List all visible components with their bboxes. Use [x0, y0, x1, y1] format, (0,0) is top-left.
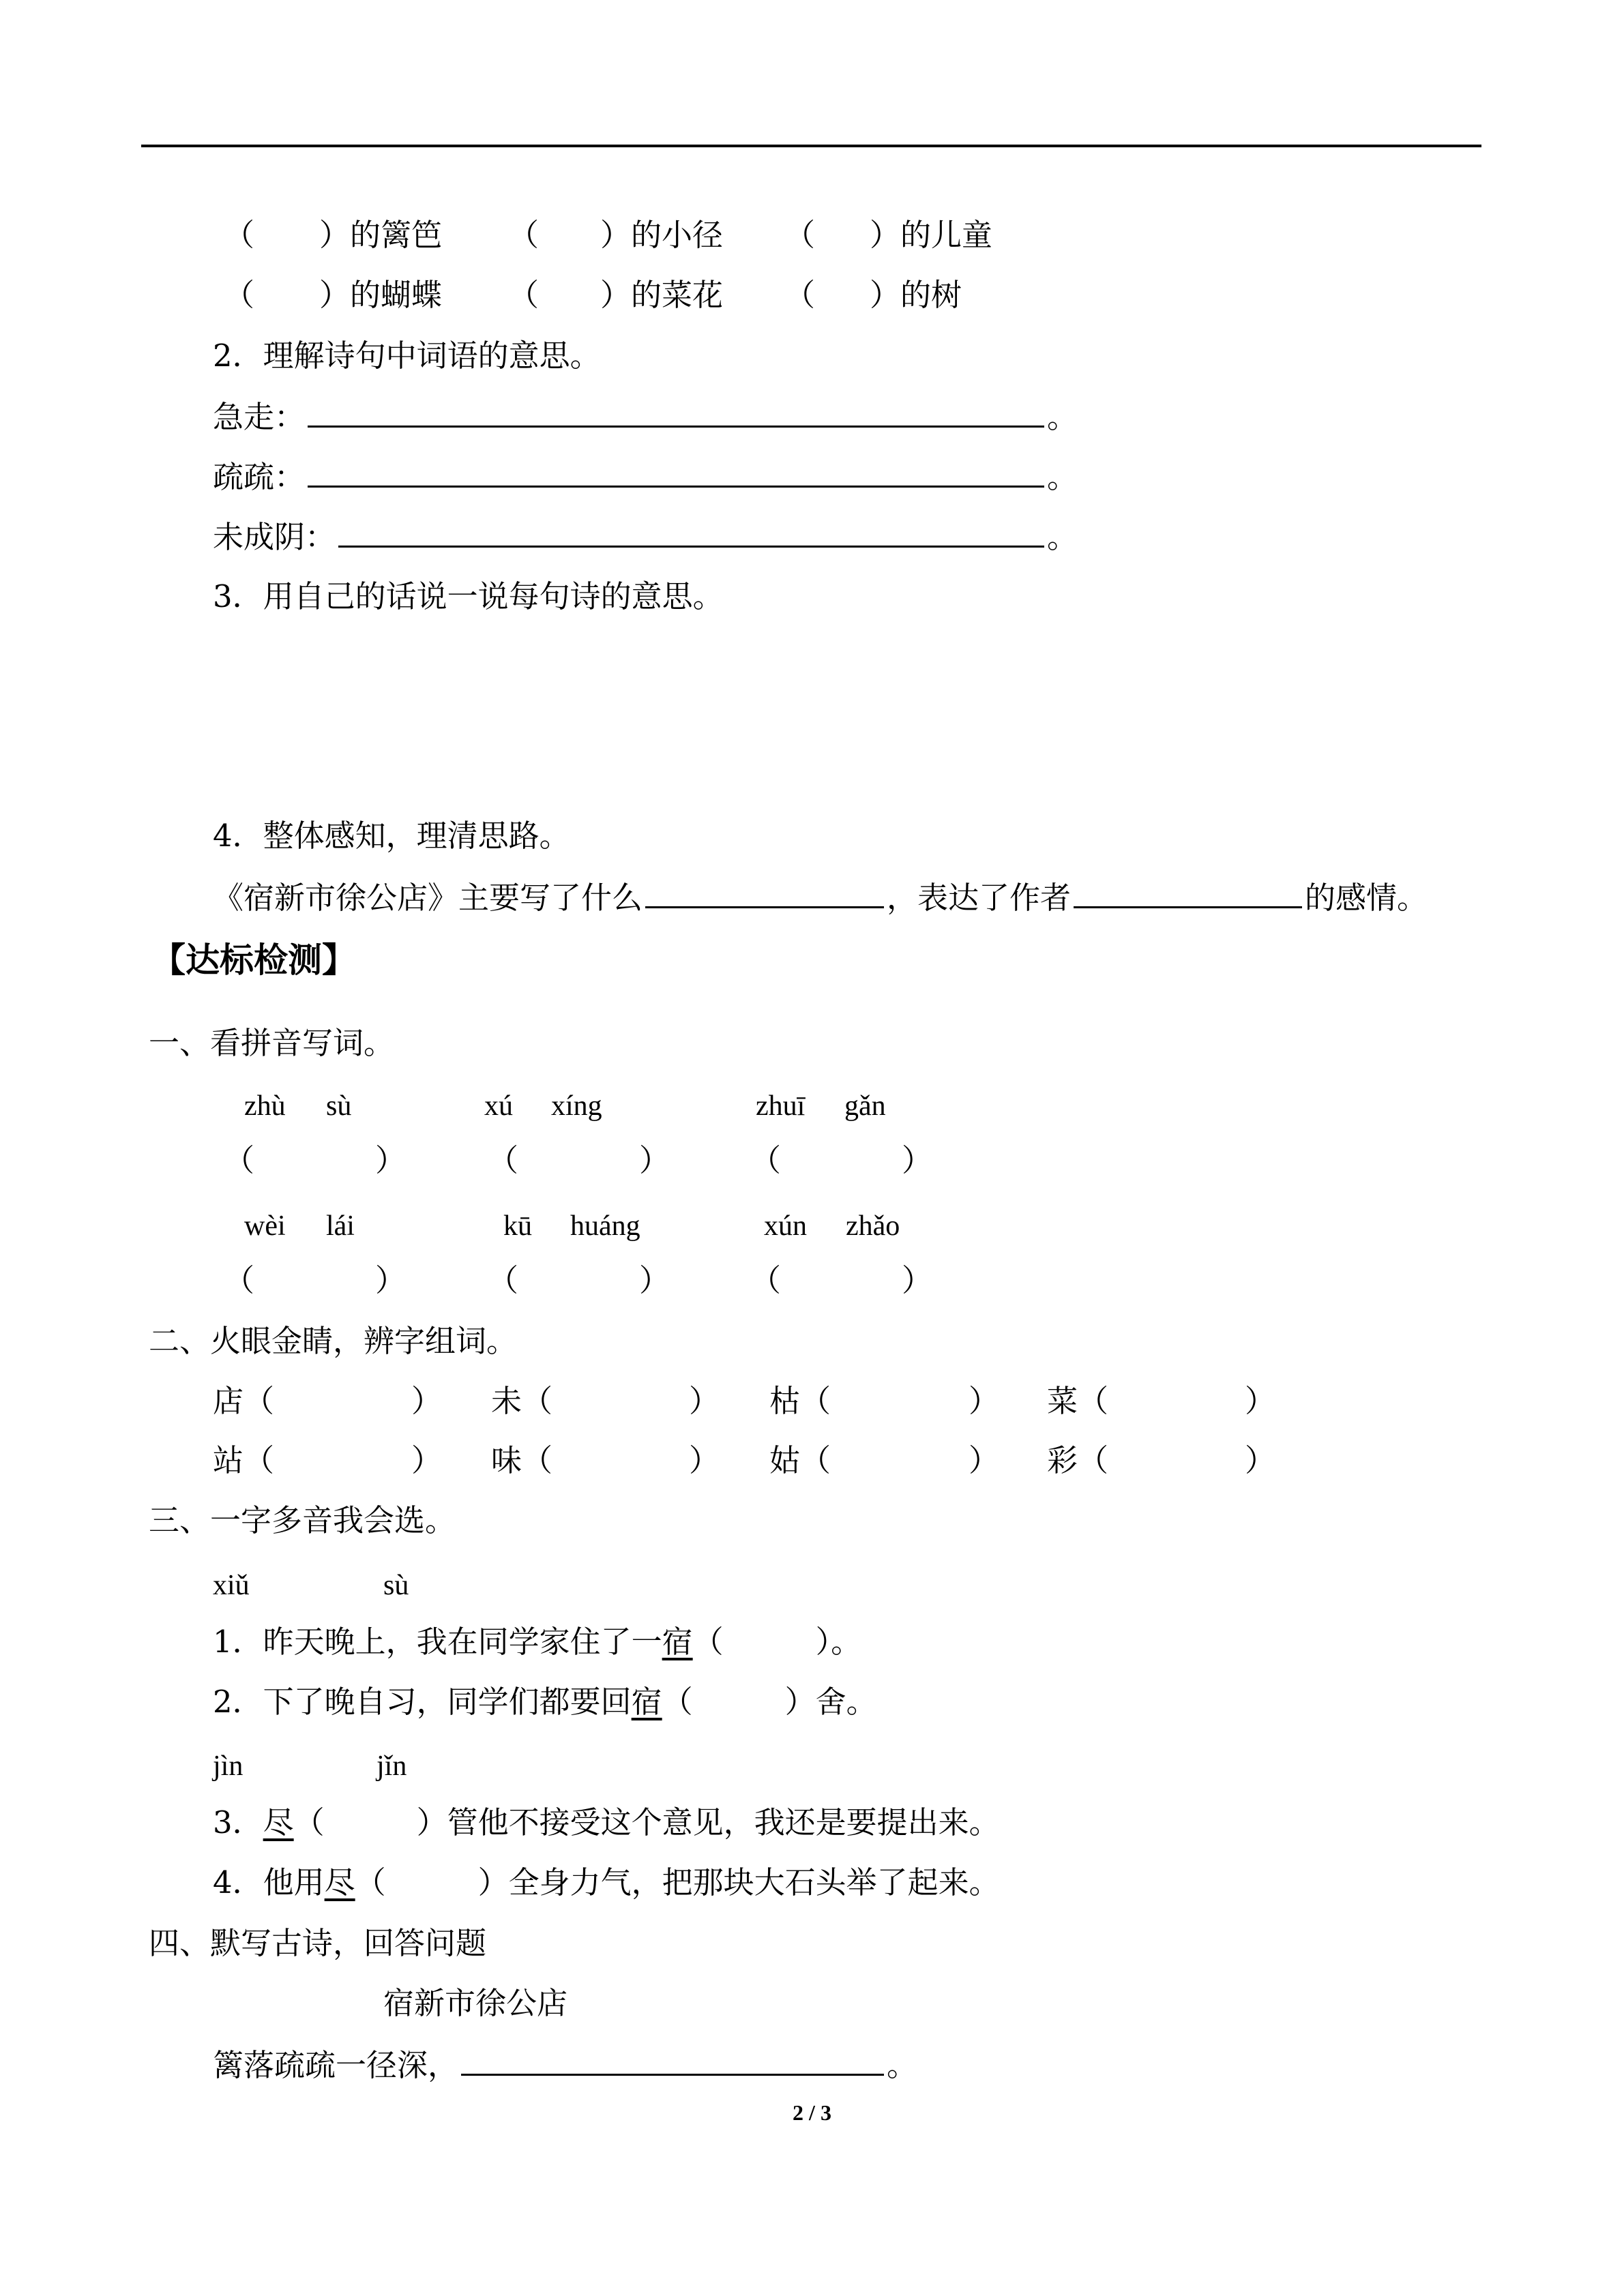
s2-cell: 姑（: [769, 1442, 831, 1478]
answer-blank[interactable]: [308, 396, 1044, 428]
fill-row-2-c: （ ）的树: [784, 277, 962, 313]
s4-title: 四、默写古诗，回答问题: [149, 1925, 487, 1961]
s2-cell: 枯（: [769, 1383, 831, 1419]
paren-open: （: [488, 1142, 519, 1178]
pinyin: jìn: [213, 1750, 243, 1782]
s2-cell: ）: [689, 1383, 720, 1419]
pinyin: zhuī: [756, 1090, 806, 1122]
paren-open: （: [750, 1262, 782, 1298]
s2-cell: ）: [969, 1383, 1000, 1419]
section-title: 【达标检测】: [151, 940, 356, 980]
s2-cell: 店（: [213, 1383, 275, 1419]
s3-title: 三、一字多音我会选。: [149, 1502, 456, 1538]
pinyin: sù: [383, 1570, 409, 1601]
page-number: 2 / 3: [793, 2100, 831, 2125]
pinyin: lái: [326, 1210, 355, 1242]
paren-close: ）: [639, 1142, 670, 1178]
paren-open: （: [224, 1262, 255, 1298]
s2-cell: ）: [689, 1442, 720, 1478]
pinyin: xiǔ: [213, 1570, 250, 1601]
paren-close: ）: [902, 1262, 933, 1298]
fill-row-2: （ ）的蝴蝶: [224, 277, 443, 313]
header-rule: [141, 145, 1481, 147]
s3-q1: 1．昨天晚上，我在同学家住了一宿（ ）。: [213, 1624, 862, 1660]
s2-cell: ）: [411, 1442, 443, 1478]
q2-item-1: 急走： 。: [213, 396, 1078, 438]
paren-open: （: [488, 1262, 519, 1298]
pinyin: xú: [484, 1090, 513, 1122]
pinyin: kū: [503, 1210, 532, 1242]
q4-title: 4．整体感知，理清思路。: [213, 818, 570, 854]
s2-cell: 站（: [213, 1442, 275, 1478]
q4-sentence: 《宿新市徐公店》主要写了什么 ，表达了作者 的感情。: [213, 876, 1428, 919]
s2-cell: 彩（: [1047, 1442, 1109, 1478]
pinyin: huáng: [570, 1210, 640, 1242]
s3-q2: 2．下了晚自习，同学们都要回宿（ ）舍。: [213, 1684, 877, 1720]
s2-cell: 味（: [491, 1442, 553, 1478]
q3-title: 3．用自己的话说一说每句诗的意思。: [213, 578, 724, 614]
poem-line-1: 篱落疏疏一径深， 。: [213, 2044, 917, 2086]
pinyin: wèi: [244, 1210, 286, 1242]
s2-cell: 未（: [491, 1383, 553, 1419]
fill-row-2-b: （ ）的菜花: [508, 277, 724, 313]
paren-open: （: [224, 1142, 255, 1178]
fill-row-1-c: （ ）的儿童: [784, 217, 993, 253]
poem-title: 宿新市徐公店: [383, 1985, 568, 2021]
pinyin: jǐn: [377, 1750, 407, 1782]
s3-q4: 4．他用尽（ ）全身力气，把那块大石头举了起来。: [213, 1864, 1000, 1900]
pinyin: zhǎo: [846, 1210, 900, 1242]
s2-cell: 菜（: [1047, 1383, 1109, 1419]
s2-cell: ）: [1245, 1442, 1276, 1478]
answer-blank[interactable]: [308, 456, 1044, 488]
paren-close: ）: [375, 1142, 407, 1178]
q2-title: 2．理解诗句中词语的意思。: [213, 338, 601, 374]
pinyin: sù: [326, 1090, 352, 1122]
paren-open: （: [750, 1142, 782, 1178]
s2-cell: ）: [411, 1383, 443, 1419]
s2-cell: ）: [1245, 1383, 1276, 1419]
answer-blank[interactable]: [461, 2044, 884, 2076]
pinyin: zhù: [244, 1090, 286, 1122]
s3-q3: 3．尽（ ）管他不接受这个意见，我还是要提出来。: [213, 1804, 1000, 1840]
paren-close: ）: [375, 1262, 407, 1298]
answer-blank[interactable]: [338, 516, 1044, 548]
answer-blank[interactable]: [645, 876, 884, 908]
paren-close: ）: [639, 1262, 670, 1298]
answer-blank[interactable]: [1074, 876, 1302, 908]
fill-row-1: （ ）的篱笆: [224, 217, 443, 253]
pinyin: gǎn: [844, 1090, 886, 1122]
pinyin: xún: [764, 1210, 807, 1242]
s1-title: 一、看拼音写词。: [149, 1025, 395, 1061]
q2-item-2: 疏疏： 。: [213, 456, 1078, 498]
q2-item-3: 未成阴： 。: [213, 516, 1078, 558]
s2-cell: ）: [969, 1442, 1000, 1478]
paren-close: ）: [902, 1142, 933, 1178]
s2-title: 二、火眼金睛，辨字组词。: [149, 1323, 518, 1359]
pinyin: xíng: [551, 1090, 602, 1122]
fill-row-1-b: （ ）的小径: [508, 217, 724, 253]
